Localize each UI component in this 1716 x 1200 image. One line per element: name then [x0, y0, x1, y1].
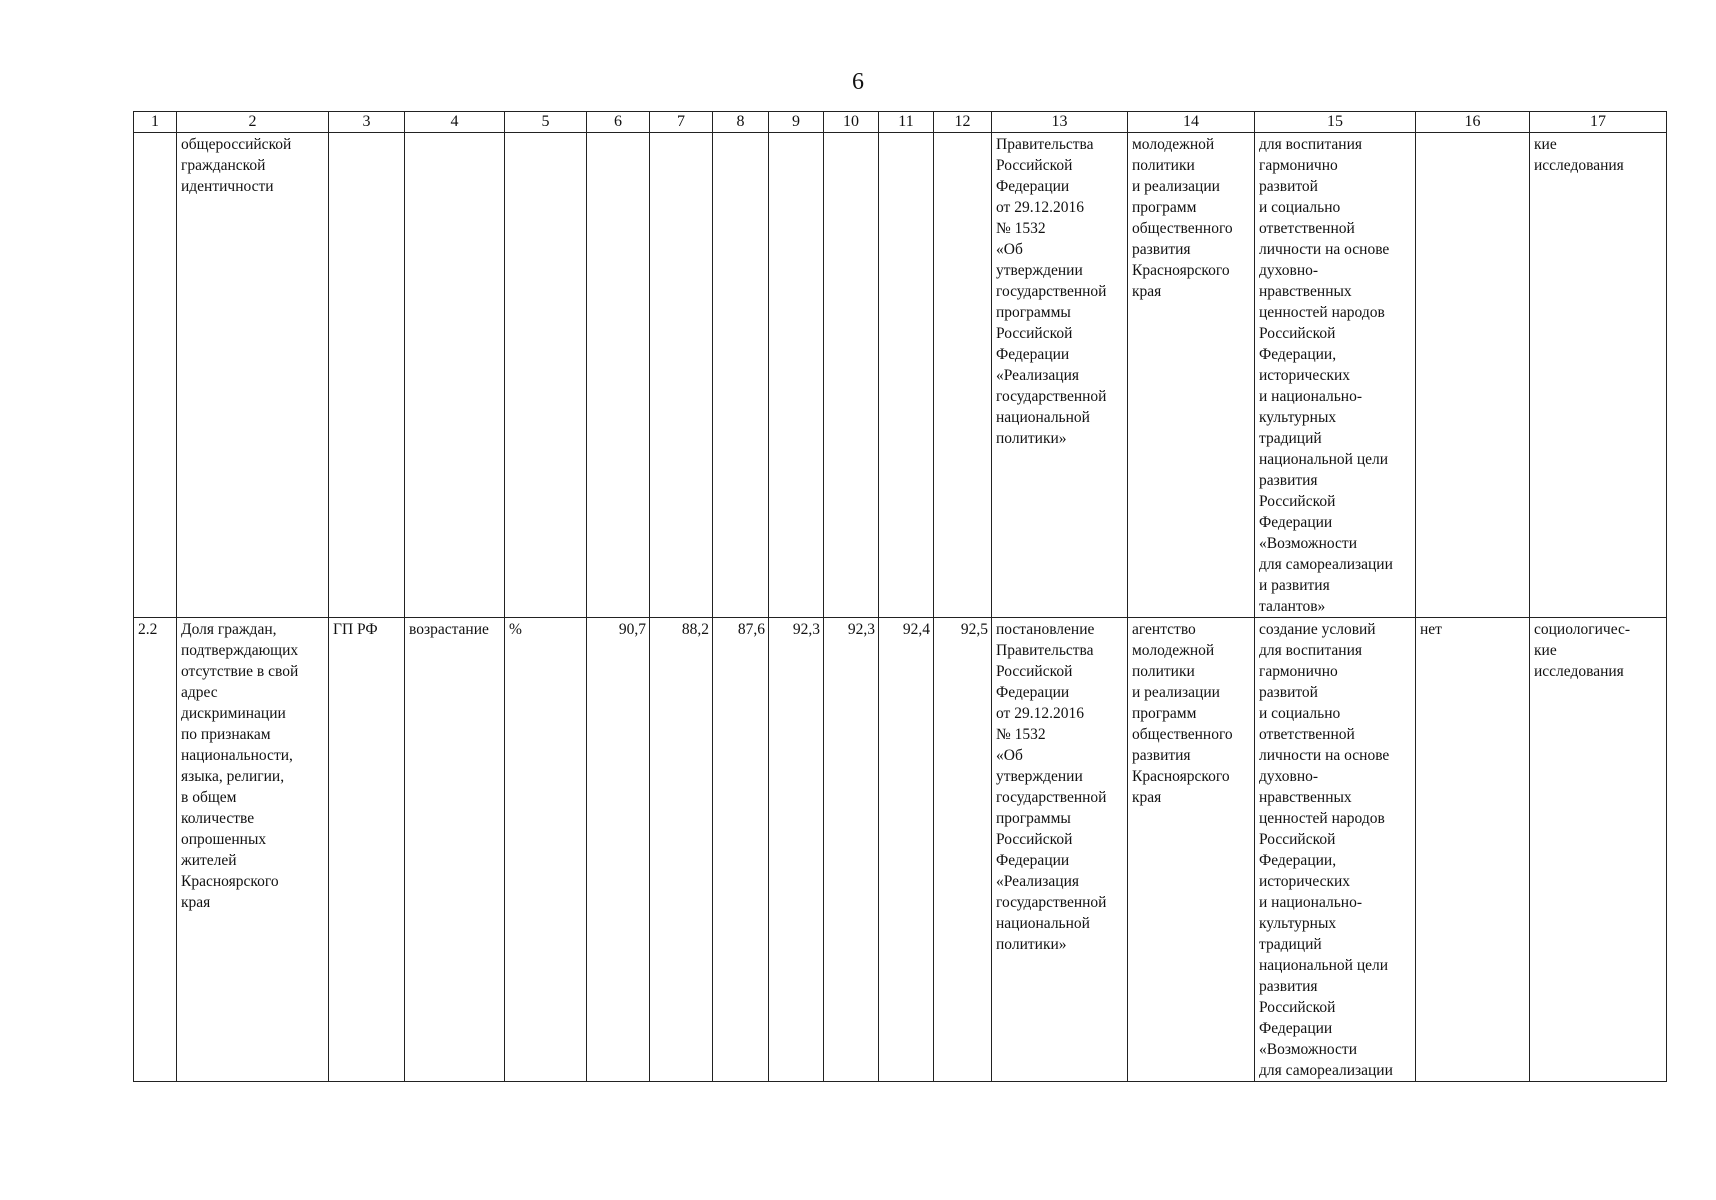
- column-header: 13: [992, 112, 1128, 133]
- table-cell: ГП РФ: [329, 618, 405, 1082]
- table-cell: 88,2: [650, 618, 713, 1082]
- table-cell: [134, 133, 177, 618]
- table-cell: [587, 133, 650, 618]
- header-row: [134, 112, 1667, 133]
- table-cell: [769, 133, 824, 618]
- table-cell: [879, 133, 934, 618]
- table-cell: [824, 133, 879, 618]
- table-cell: молодежной политики и реализации программ общественного развития Красноярского края: [1128, 133, 1255, 618]
- table-cell: 92,4: [879, 618, 934, 1082]
- column-header: 14: [1128, 112, 1255, 133]
- table-cell: [1416, 133, 1530, 618]
- table-cell: [713, 133, 769, 618]
- column-header: 1: [134, 112, 177, 133]
- page-number: 6: [852, 69, 864, 95]
- table-cell: Доля граждан, подтверждающих отсутствие в свой адрес дискриминации по признакам национальности, языка, религии, в общем количестве опрошенных жителей Красноярского края: [177, 618, 329, 1082]
- table-cell: [650, 133, 713, 618]
- column-header: 3: [329, 112, 405, 133]
- column-header: 2: [177, 112, 329, 133]
- column-header: 10: [824, 112, 879, 133]
- table-cell: общероссийской гражданской идентичности: [177, 133, 329, 618]
- column-header: 15: [1255, 112, 1416, 133]
- table-cell: [405, 133, 505, 618]
- indicators-table: [133, 111, 1667, 1082]
- column-header: 6: [587, 112, 650, 133]
- table-cell: 92,5: [934, 618, 992, 1082]
- column-header: 4: [405, 112, 505, 133]
- table-cell: 90,7: [587, 618, 650, 1082]
- table-cell: социологичес- кие исследования: [1530, 618, 1667, 1082]
- column-header: 9: [769, 112, 824, 133]
- table-cell: 92,3: [769, 618, 824, 1082]
- table-cell: [329, 133, 405, 618]
- table-row: [134, 618, 1667, 1082]
- column-header: 11: [879, 112, 934, 133]
- table-cell: постановление Правительства Российской Федерации от 29.12.2016 № 1532 «Об утверждении государственной программы Российской Федерации «Реализация государственной национальной политики»: [992, 618, 1128, 1082]
- table-cell: возрастание: [405, 618, 505, 1082]
- table-cell: для воспитания гармонично развитой и социально ответственной личности на основе духовно- нравственных ценностей народов Российской Федерации, исторических и национально- культурных традиций национальной цели развития Российской Федерации «Возможности для самореализации и развития талантов»: [1255, 133, 1416, 618]
- table-cell: кие исследования: [1530, 133, 1667, 618]
- column-header: 8: [713, 112, 769, 133]
- table-cell: Правительства Российской Федерации от 29.12.2016 № 1532 «Об утверждении государственной программы Российской Федерации «Реализация государственной национальной политики»: [992, 133, 1128, 618]
- table-cell: 92,3: [824, 618, 879, 1082]
- column-header: 12: [934, 112, 992, 133]
- column-header: 17: [1530, 112, 1667, 133]
- table-cell: агентство молодежной политики и реализации программ общественного развития Красноярского края: [1128, 618, 1255, 1082]
- table-cell: нет: [1416, 618, 1530, 1082]
- table-cell: 87,6: [713, 618, 769, 1082]
- table-cell: [505, 133, 587, 618]
- table-cell: 2.2: [134, 618, 177, 1082]
- column-header: 16: [1416, 112, 1530, 133]
- table-cell: %: [505, 618, 587, 1082]
- column-header: 7: [650, 112, 713, 133]
- column-header: 5: [505, 112, 587, 133]
- table-row: [134, 133, 1667, 618]
- table-cell: [934, 133, 992, 618]
- table-cell: создание условий для воспитания гармонично развитой и социально ответственной личности на основе духовно- нравственных ценностей народов Российской Федерации, исторических и национально- культурных традиций национальной цели развития Российской Федерации «Возможности для самореализации: [1255, 618, 1416, 1082]
